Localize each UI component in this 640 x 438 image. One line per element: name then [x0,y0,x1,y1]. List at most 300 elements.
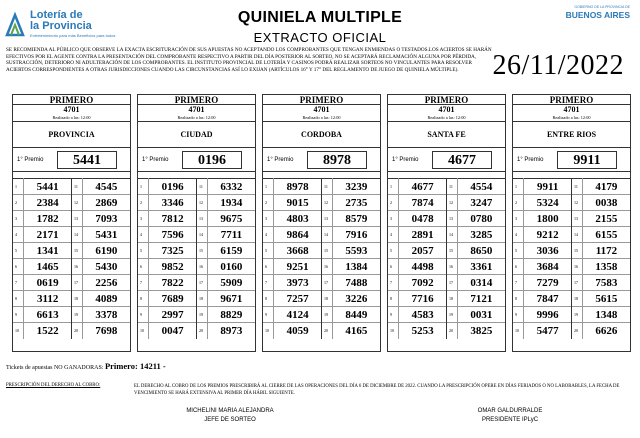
number-cell: 9675 [207,211,255,227]
signature-jefe-sorteo [150,407,310,425]
position-left: 7 [13,275,24,291]
primer-premio [263,148,380,172]
numbers-table [388,178,505,339]
position-right: 19 [446,307,457,323]
numbers-table [13,178,130,339]
table-row [138,227,255,243]
table-row [13,179,130,195]
premio-label: 1° Premio [267,156,294,163]
number-cell: 4165 [332,323,380,339]
number-cell: 7279 [524,275,572,291]
tickets-no-ganadoras [6,361,166,371]
prescripcion-text: EL DERECHO AL COBRO DE LOS PREMIOS PRESCRIBIRÁ AL CIERRE DE LAS OPERACIONES DEL DÍA 6 DE DICIEMBRE DE 2022. CUANDO LA PRESCRIPCIÓN OPERE EN DÍAS FERIADOS O NO LABORABLES, LA FECHA DE VENCIMIENTO SE HARÁ EXTENSIVA AL PRIMER DÍA HÁBIL SIGUIENTE. [134,384,620,396]
table-row [263,179,380,195]
number-cell: 2869 [82,195,130,211]
table-row [513,291,630,307]
primer-premio [138,148,255,172]
position-right: 18 [196,291,207,307]
number-cell: 7698 [82,323,130,339]
table-row [263,275,380,291]
position-left: 3 [263,211,274,227]
number-cell: 4545 [82,179,130,195]
table-row [513,179,630,195]
number-cell: 8973 [207,323,255,339]
number-cell: 8829 [207,307,255,323]
table-row [388,227,505,243]
number-cell: 2735 [332,195,380,211]
number-cell: 5441 [24,179,72,195]
number-cell: 7092 [399,275,447,291]
position-right: 20 [196,323,207,339]
position-right: 16 [196,259,207,275]
position-right: 19 [196,307,207,323]
number-cell: 5909 [207,275,255,291]
number-cell: 4677 [399,179,447,195]
position-left: 1 [263,179,274,195]
number-cell: 9852 [149,259,197,275]
position-right: 17 [196,275,207,291]
number-cell: 5431 [82,227,130,243]
position-left: 2 [13,195,24,211]
position-right: 15 [71,243,82,259]
position-left: 8 [513,291,524,307]
panel-entre-rios [512,94,631,352]
sorteo-number: 4701 [188,105,205,114]
number-cell: 7257 [274,291,322,307]
number-cell: 0038 [582,195,630,211]
sorteo-time: Realizado a las: 12:00 [388,115,505,122]
number-cell: 2891 [399,227,447,243]
tickets-value: Primero: 14211 - [104,361,166,371]
number-cell: 4583 [399,307,447,323]
number-cell: 1384 [332,259,380,275]
sorteo-time: Realizado a las: 12:00 [138,115,255,122]
position-right: 16 [321,259,332,275]
position-left: 1 [388,179,399,195]
position-right: 14 [71,227,82,243]
number-cell: 1341 [24,243,72,259]
position-left: 7 [263,275,274,291]
number-cell: 7874 [399,195,447,211]
position-right: 12 [196,195,207,211]
position-left: 10 [138,323,149,339]
number-cell: 0196 [149,179,197,195]
number-cell: 6332 [207,179,255,195]
position-right: 14 [321,227,332,243]
position-right: 11 [446,179,457,195]
premio-label: 1° Premio [17,156,44,163]
table-row [263,259,380,275]
draw-date: 26/11/2022 [492,50,624,81]
number-cell: 4124 [274,307,322,323]
number-cell: 3825 [457,323,505,339]
sorteo-number: 4701 [563,105,580,114]
position-right: 11 [571,179,582,195]
panel-cordoba [262,94,381,352]
number-cell: 5615 [582,291,630,307]
number-cell: 1465 [24,259,72,275]
table-row [263,323,380,339]
table-row [388,323,505,339]
number-cell: 7093 [82,211,130,227]
position-left: 4 [513,227,524,243]
number-cell: 9251 [274,259,322,275]
number-cell: 7488 [332,275,380,291]
position-right: 14 [571,227,582,243]
position-right: 11 [321,179,332,195]
position-left: 5 [13,243,24,259]
table-row [263,195,380,211]
primer-premio [513,148,630,172]
signature-name: OMAR GALDURRALDE [477,408,543,414]
primer-premio [388,148,505,172]
number-cell: 7916 [332,227,380,243]
number-cell: 7711 [207,227,255,243]
table-row [388,195,505,211]
position-right: 13 [446,211,457,227]
position-left: 10 [388,323,399,339]
table-row [513,259,630,275]
position-right: 18 [71,291,82,307]
number-cell: 7716 [399,291,447,307]
position-left: 9 [13,307,24,323]
table-row [263,243,380,259]
premio-value: 5441 [57,151,117,169]
position-left: 6 [513,259,524,275]
position-left: 1 [13,179,24,195]
position-left: 9 [138,307,149,323]
logo-tagline: Entretenimiento para más Beneficios para todos [30,33,116,38]
number-cell: 5430 [82,259,130,275]
logo-line-2: la Provincia [30,20,92,32]
position-right: 13 [321,211,332,227]
position-right: 12 [71,195,82,211]
position-left: 4 [13,227,24,243]
notice-text: SE RECOMIENDA AL PÚBLICO QUE OBSERVE LA EXACTA ESCRITURACIÓN DE SUS APUESTAS NO ACEPTANDO LOS COMPROBANTES QUE TENGAN ENMIENDAS O TESTADOS.LOS ACIERTOS SE HARÁN EFECTIVOS POR EL AGENTE CONTRA LA PRESENTACIÓN DEL COMPROBANTE RESPECTIVO A PARTIR DEL DÍA POSTERIOR AL SORTEO, NO SE ACEPTARÁ RECLAMACIÓN ALGUNA POR PÉRDIDA, SUSTRACCIÓN, DETERIORO NI ADULTERACIÓN DE LOS COMPROBANTES. EL INSTITUTO PROVINCIAL DE LOTERÍA Y CASINOS PODRÁ REALIZAR SORTEOS NO VINCULANTES PARA RESOLVER ACIERTOS CORRESPONDIENTES A OTRAS JURISDICCIONES CUANDO LAS CIRCUNSTANCIAS ASÍ LO EXIJAN (ARTÍCULOS 16° Y 17° DEL REGLAMENTO DE JUEGO DE QUINIELA MÚLTIPLE). [6,47,492,74]
number-cell: 7596 [149,227,197,243]
number-cell: 3226 [332,291,380,307]
gobierno-logo-big: BUENOS AIRES [565,9,630,20]
position-left: 10 [513,323,524,339]
table-row [263,291,380,307]
position-left: 3 [13,211,24,227]
sorteo-time: Realizado a las: 12:00 [513,115,630,122]
table-row [513,243,630,259]
position-right: 15 [446,243,457,259]
gobierno-logo-small: GOBIERNO DE LA PROVINCIA DE [574,5,630,9]
premio-value: 0196 [182,151,242,169]
position-left: 8 [263,291,274,307]
number-cell: 6155 [582,227,630,243]
position-right: 20 [321,323,332,339]
position-right: 13 [71,211,82,227]
table-row [513,307,630,323]
position-right: 18 [446,291,457,307]
table-row [388,243,505,259]
number-cell: 4554 [457,179,505,195]
sorteo-name: PRIMERO [13,95,130,105]
number-cell: 9671 [207,291,255,307]
position-right: 13 [571,211,582,227]
primer-premio [13,148,130,172]
position-left: 2 [138,195,149,211]
position-left: 3 [138,211,149,227]
number-cell: 3346 [149,195,197,211]
number-cell: 8978 [274,179,322,195]
table-row [13,243,130,259]
number-cell: 1348 [582,307,630,323]
position-left: 3 [513,211,524,227]
table-row [138,291,255,307]
number-cell: 2256 [82,275,130,291]
gobierno-logo [560,6,630,19]
number-cell: 0314 [457,275,505,291]
table-row [388,291,505,307]
table-row [513,323,630,339]
position-right: 20 [571,323,582,339]
number-cell: 6190 [82,243,130,259]
sorteo-name: PRIMERO [138,95,255,105]
number-cell: 9015 [274,195,322,211]
position-left: 4 [388,227,399,243]
table-row [13,195,130,211]
number-cell: 8579 [332,211,380,227]
table-row [13,259,130,275]
number-cell: 7583 [582,275,630,291]
number-cell: 2384 [24,195,72,211]
table-row [138,211,255,227]
table-row [138,275,255,291]
position-right: 12 [321,195,332,211]
sorteo-number: 4701 [313,105,330,114]
position-left: 1 [138,179,149,195]
position-left: 7 [138,275,149,291]
number-cell: 1800 [524,211,572,227]
position-left: 7 [513,275,524,291]
number-cell: 9911 [524,179,572,195]
table-row [388,211,505,227]
table-row [513,275,630,291]
number-cell: 8449 [332,307,380,323]
table-row [263,227,380,243]
number-cell: 0780 [457,211,505,227]
numbers-table [263,178,380,339]
tickets-label: Tickets de apuestas NO GANADORAS: [6,365,104,371]
position-left: 7 [388,275,399,291]
table-row [263,211,380,227]
number-cell: 3112 [24,291,72,307]
number-cell: 6159 [207,243,255,259]
position-left: 9 [513,307,524,323]
sorteo-number: 4701 [63,105,80,114]
position-right: 16 [71,259,82,275]
signature-role: JEFE DE SORTEO [204,417,256,423]
number-cell: 2155 [582,211,630,227]
table-row [13,275,130,291]
provincia-name: CORDOBA [263,122,380,148]
number-cell: 3973 [274,275,322,291]
position-left: 8 [138,291,149,307]
number-cell: 5477 [524,323,572,339]
number-cell: 7822 [149,275,197,291]
premio-label: 1° Premio [142,156,169,163]
sorteo-name: PRIMERO [388,95,505,105]
signature-presidente [440,407,580,425]
premio-value: 4677 [432,151,492,169]
position-right: 11 [196,179,207,195]
number-cell: 4059 [274,323,322,339]
position-right: 13 [196,211,207,227]
position-right: 20 [446,323,457,339]
number-cell: 7812 [149,211,197,227]
position-right: 19 [71,307,82,323]
position-right: 16 [571,259,582,275]
position-left: 1 [513,179,524,195]
position-left: 2 [513,195,524,211]
table-row [138,307,255,323]
number-cell: 5324 [524,195,572,211]
position-right: 17 [446,275,457,291]
prescripcion-label: PRESCRIPCIÓN DEL DERECHO AL COBRO: [6,383,101,388]
position-right: 17 [71,275,82,291]
signature-role: PRESIDENTE IPLyC [481,417,539,423]
number-cell: 2057 [399,243,447,259]
position-left: 5 [388,243,399,259]
position-right: 17 [571,275,582,291]
premio-value: 9911 [557,151,617,169]
number-cell: 6626 [582,323,630,339]
position-left: 8 [388,291,399,307]
position-right: 18 [571,291,582,307]
page-title: QUINIELA MULTIPLE [237,9,403,26]
number-cell: 4498 [399,259,447,275]
page-subtitle: EXTRACTO OFICIAL [253,30,387,45]
provincia-name: ENTRE RIOS [513,122,630,148]
table-row [388,307,505,323]
number-cell: 9864 [274,227,322,243]
position-left: 3 [388,211,399,227]
number-cell: 2171 [24,227,72,243]
position-right: 14 [196,227,207,243]
number-cell: 7121 [457,291,505,307]
position-left: 2 [388,195,399,211]
position-right: 20 [71,323,82,339]
table-row [388,275,505,291]
table-row [138,179,255,195]
number-cell: 4089 [82,291,130,307]
number-cell: 3247 [457,195,505,211]
sorteo-name: PRIMERO [513,95,630,105]
number-cell: 3285 [457,227,505,243]
number-cell: 1782 [24,211,72,227]
number-cell: 9212 [524,227,572,243]
position-right: 19 [571,307,582,323]
position-right: 14 [446,227,457,243]
number-cell: 6613 [24,307,72,323]
table-row [138,195,255,211]
table-row [13,323,130,339]
table-row [138,243,255,259]
panel-santa-fe [387,94,506,352]
number-cell: 8650 [457,243,505,259]
table-row [13,227,130,243]
table-row [388,259,505,275]
premio-label: 1° Premio [392,156,419,163]
provincia-name: SANTA FE [388,122,505,148]
position-left: 5 [263,243,274,259]
number-cell: 3361 [457,259,505,275]
number-cell: 7847 [524,291,572,307]
number-cell: 0031 [457,307,505,323]
table-row [388,179,505,195]
position-right: 15 [571,243,582,259]
number-cell: 3036 [524,243,572,259]
premio-label: 1° Premio [517,156,544,163]
number-cell: 1522 [24,323,72,339]
provincia-name: CIUDAD [138,122,255,148]
position-left: 10 [263,323,274,339]
number-cell: 5593 [332,243,380,259]
position-left: 4 [263,227,274,243]
table-row [513,211,630,227]
panel-provincia [12,94,131,352]
table-row [138,323,255,339]
position-left: 2 [263,195,274,211]
sorteo-number: 4701 [438,105,455,114]
position-left: 10 [13,323,24,339]
position-right: 11 [71,179,82,195]
number-cell: 1172 [582,243,630,259]
number-cell: 0160 [207,259,255,275]
table-row [13,211,130,227]
position-right: 18 [321,291,332,307]
position-left: 5 [513,243,524,259]
number-cell: 0619 [24,275,72,291]
sorteo-time: Realizado a las: 12:00 [263,115,380,122]
number-cell: 0478 [399,211,447,227]
position-left: 6 [388,259,399,275]
number-cell: 9996 [524,307,572,323]
panel-ciudad [137,94,256,352]
numbers-table [138,178,255,339]
sorteo-name: PRIMERO [263,95,380,105]
number-cell: 7325 [149,243,197,259]
number-cell: 1358 [582,259,630,275]
position-left: 8 [13,291,24,307]
number-cell: 0047 [149,323,197,339]
provincia-name: PROVINCIA [13,122,130,148]
position-right: 12 [571,195,582,211]
number-cell: 3239 [332,179,380,195]
number-cell: 3378 [82,307,130,323]
table-row [13,291,130,307]
position-right: 17 [321,275,332,291]
position-right: 15 [196,243,207,259]
position-left: 5 [138,243,149,259]
position-left: 9 [263,307,274,323]
number-cell: 7689 [149,291,197,307]
position-right: 15 [321,243,332,259]
number-cell: 3684 [524,259,572,275]
position-right: 19 [321,307,332,323]
numbers-table [513,178,630,339]
table-row [513,195,630,211]
signature-name: MICHELINI MARIA ALEJANDRA [186,408,274,414]
number-cell: 4803 [274,211,322,227]
position-left: 6 [13,259,24,275]
number-cell: 3668 [274,243,322,259]
position-right: 16 [446,259,457,275]
